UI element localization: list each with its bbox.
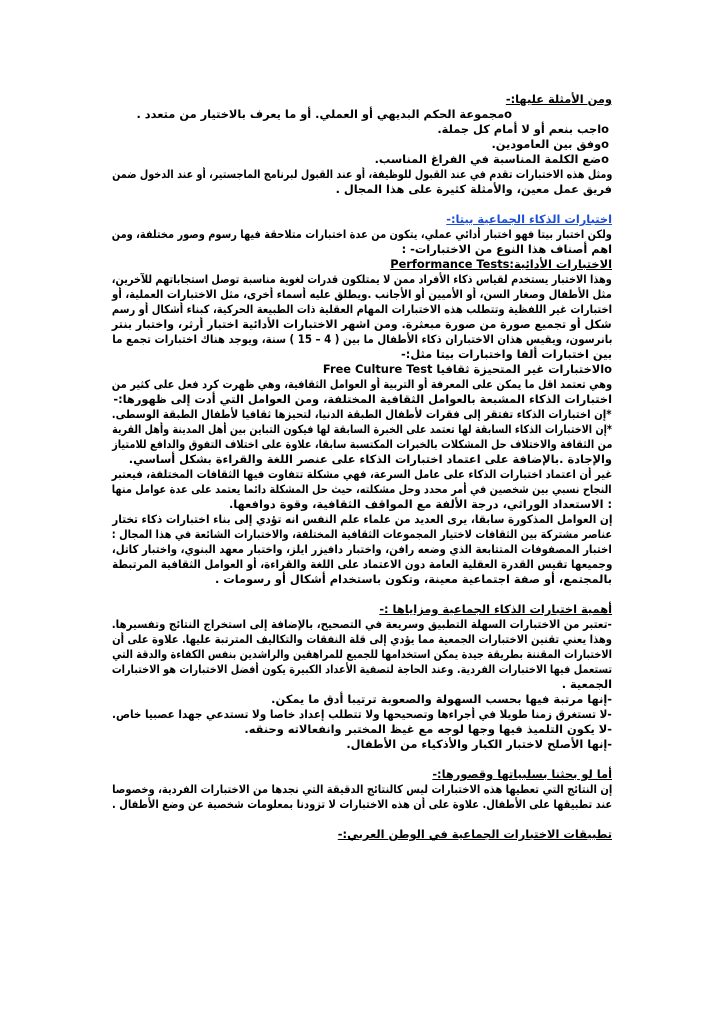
list-item: -إنها مرتبة فيها بحسب السهولة والصعوبة ترتيبا أدق ما يمكن. — [271, 692, 612, 706]
list-item: -إنها الأصلح لاختبار الكبار والأذكياء من الأطفال. — [346, 737, 612, 751]
text-line: الجمعية . — [561, 677, 612, 691]
text-line: عناصر مشتركة بين الثقافات لاختيار المجموعات الثقافية المختلفة، والاختبارات الشائعة في هذا المجال : — [111, 527, 612, 541]
text-line: عند تطبيقها على الأطفال. علاوة على أن هذه الاختبارات لا تزودنا بمعلومات شخصية عن وضع الأطفال . — [111, 797, 612, 811]
text-line: تستعمل فيها الاختبارات الفردية. وعند الحاجة لتصفية الأعداد الكبيرة يكون أفضل الاختبارات هو الاختبارات — [111, 662, 612, 676]
text-line: فريق عمل معين، والأمثلة كثيرة على هذا المجال . — [335, 182, 612, 196]
text-line: اهم أصناف هذا النوع من الاختبارات- : — [401, 242, 612, 256]
text-line: بين اختبارات ألفا واختبارات بيتا مثل:- — [401, 347, 612, 361]
text-line: : الاستعداد الوراثي، درجة الألفة مع المواقف الثقافية، وقوة دوافعها. — [228, 497, 612, 511]
section-heading-importance: أهمية اختبارات الذكاء الجماعية ومزاياها :- — [379, 602, 612, 616]
text-line: الاختبارات المقننة بطريقة جيدة يمكن استخدامها للجميع للمراهقين والراشدين بنفس الكفاءة والدقة التي — [112, 647, 612, 661]
text-line: وجميعها تقيس القدرة العقلية العامة دون الاعتماد على اللغة والقراءة، أو العوامل الثقافية المرتبطة — [111, 557, 612, 571]
text-line: وهي تعتمد اقل ما يمكن على المعرفة أو التربية أو العوامل الثقافية، وهي ظهرت كرد فعل على كثير من — [111, 377, 612, 391]
text-line: من الثقافة والاختلاف حل المشكلات بالخبرات المكتسبة سابقا، علاوة على اختلاف التفوق والدافع للامتياز — [111, 437, 612, 451]
text-line: النجاح نسبي بين شخصين في أمر محدد وحل مشكلته، حيث حل المشكلة دائما يعتمد على عدة عوامل منها — [112, 482, 612, 496]
subheading-performance-tests: الاختبارات الأدائية:Performance Tests — [390, 257, 612, 271]
text-line: وهذا يعني تقنين الاختبارات الجمعية مما يؤدي إلى قلة النفقات والتكاليف المترتبة عليها. علاوة على أن — [112, 632, 612, 646]
section-heading-drawbacks: أما لو بحثنا بسلبياتها وقصورها:- — [432, 767, 612, 781]
list-item: -لا تستغرق زمنا طويلا في أجراءها وتصحيحها ولا تتطلب إعداد خاصا ولا تستدعي جهدا عصبيا خاص. — [112, 707, 612, 721]
text-line: إن النتائج التي تعطيها هذه الاختبارات ليس كالنتائج الدقيقة التي نجدها من الاختبارات الفردية، وخصوصا — [111, 782, 612, 796]
text-line: بانرسون، ويقيس هذان الاختباران ذكاء الأطفال ما بين ( 4 – 15 ) سنة، ويوجد هناك اختبارات تجمع ما — [111, 332, 612, 346]
text-line: مثل الأطفال وصغار السن، أو الأميين أو الأجانب .ويطلق عليه أسماء أخرى، مثل الاختبارات العملية، أو — [112, 287, 612, 301]
text-line: *إن الاختبارات الذكاء السابقة لها تعتمد على الخبرة السابقة لها فيكون التباين بين أهل المدينة وأهل القرية — [112, 422, 612, 436]
text-line: -تعتبر من الاختبارات السهلة التطبيق وسريعة في التصحيح، بالإضافة إلى استخراج النتائج وتفسيرها. — [111, 617, 612, 631]
text-line: اختبار المصفوفات المتتابعة الذي وضعه رافن، واختبار دافيزر ايلز، واختبار معهد البنوي، واختبار كاتل، — [112, 542, 612, 556]
text-line: اختبارات الذكاء المشبعة بالعوامل الثقافية المختلفة، ومن العوامل التي أدت إلى ظهورها:- — [113, 392, 612, 406]
subheading-free-culture: oالاختبارات غير المتحيزة ثقافيا Free Culture Test — [322, 362, 612, 376]
bullet-item: oاجب بنعم أو لا أمام كل جملة. — [437, 122, 609, 136]
list-item: -لا يكون التلميذ فيها وجها لوجه مع غيظ المختبر وانفعالاته وحنقه. — [244, 722, 612, 736]
text-line: والإجادة .بالإضافة على اعتماد اختبارات الذكاء على عنصر اللغة والقراءة بشكل أساسي. — [128, 452, 612, 466]
text-line: بالمجتمع، أو صفة اجتماعية معينة، وتكون باستخدام أشكال أو رسومات . — [214, 572, 612, 586]
text-line: إن العوامل المذكورة سابقا، يرى العديد من علماء علم النفس انه تؤدي إلى بناء اختبارات ذكاء تختار — [111, 512, 612, 526]
text-line: وهذا الاختبار يستخدم لقياس ذكاء الأفراد ممن لا يمتلكون قدرات لغوية مناسبة توصل استجاباتهم للآخرين، — [112, 272, 612, 286]
section-heading-beta: اختبارات الذكاء الجماعية بيتا:- — [446, 212, 612, 226]
text-line: اختبارات غير اللفظية وتتطلب هذه الاختبارات المهام العقلية ذات الطبيعة الحركية، كبناء أشكال أو رسم — [111, 302, 612, 316]
text-line: غير أن اعتماد اختبارات الذكاء على عامل السرعة، فهي مشكلة تتفاوت فيها الثقافات المختلفة، فيعتبر — [111, 467, 612, 481]
text-line: ومثل هذه الاختبارات تقدم في عند القبول للوظيفة، أو عند القبول لبرنامج الماجستير، أو عند الدخول ضمن — [111, 167, 612, 181]
bullet-item: oوفق بين العامودين. — [491, 137, 609, 151]
text-line: *إن اختبارات الذكاء تفتقر إلى فقرات لأطفال الطبقة الدنيا، لتحيزها ثقافيا لأطفال الطبقة الوسطى. — [112, 407, 612, 421]
section-heading-applications: تطبيقات الاختبارات الجماعية في الوطن العربي:- — [337, 827, 612, 841]
bullet-item: oضع الكلمة المناسبة في الفراغ المناسب. — [374, 152, 609, 166]
bullet-item: oمجموعة الحكم البديهي أو العملي. أو ما يعرف بالاختيار من متعدد . — [136, 107, 512, 121]
text-line: ومن الأمثلة عليها:- — [505, 92, 612, 106]
text-line: شكل أو تجميع صورة من صورة مبعثرة. ومن اشهر الاختبارات الأدائية اختبار أرثر، واختبار بنتر — [112, 317, 612, 331]
text-line: ولكن اختبار بيتا فهو اختبار أدائي عملي، يتكون من عدة اختبارات متلاحقة فيها رسوم وصور مختلفة، ومن — [111, 227, 612, 241]
